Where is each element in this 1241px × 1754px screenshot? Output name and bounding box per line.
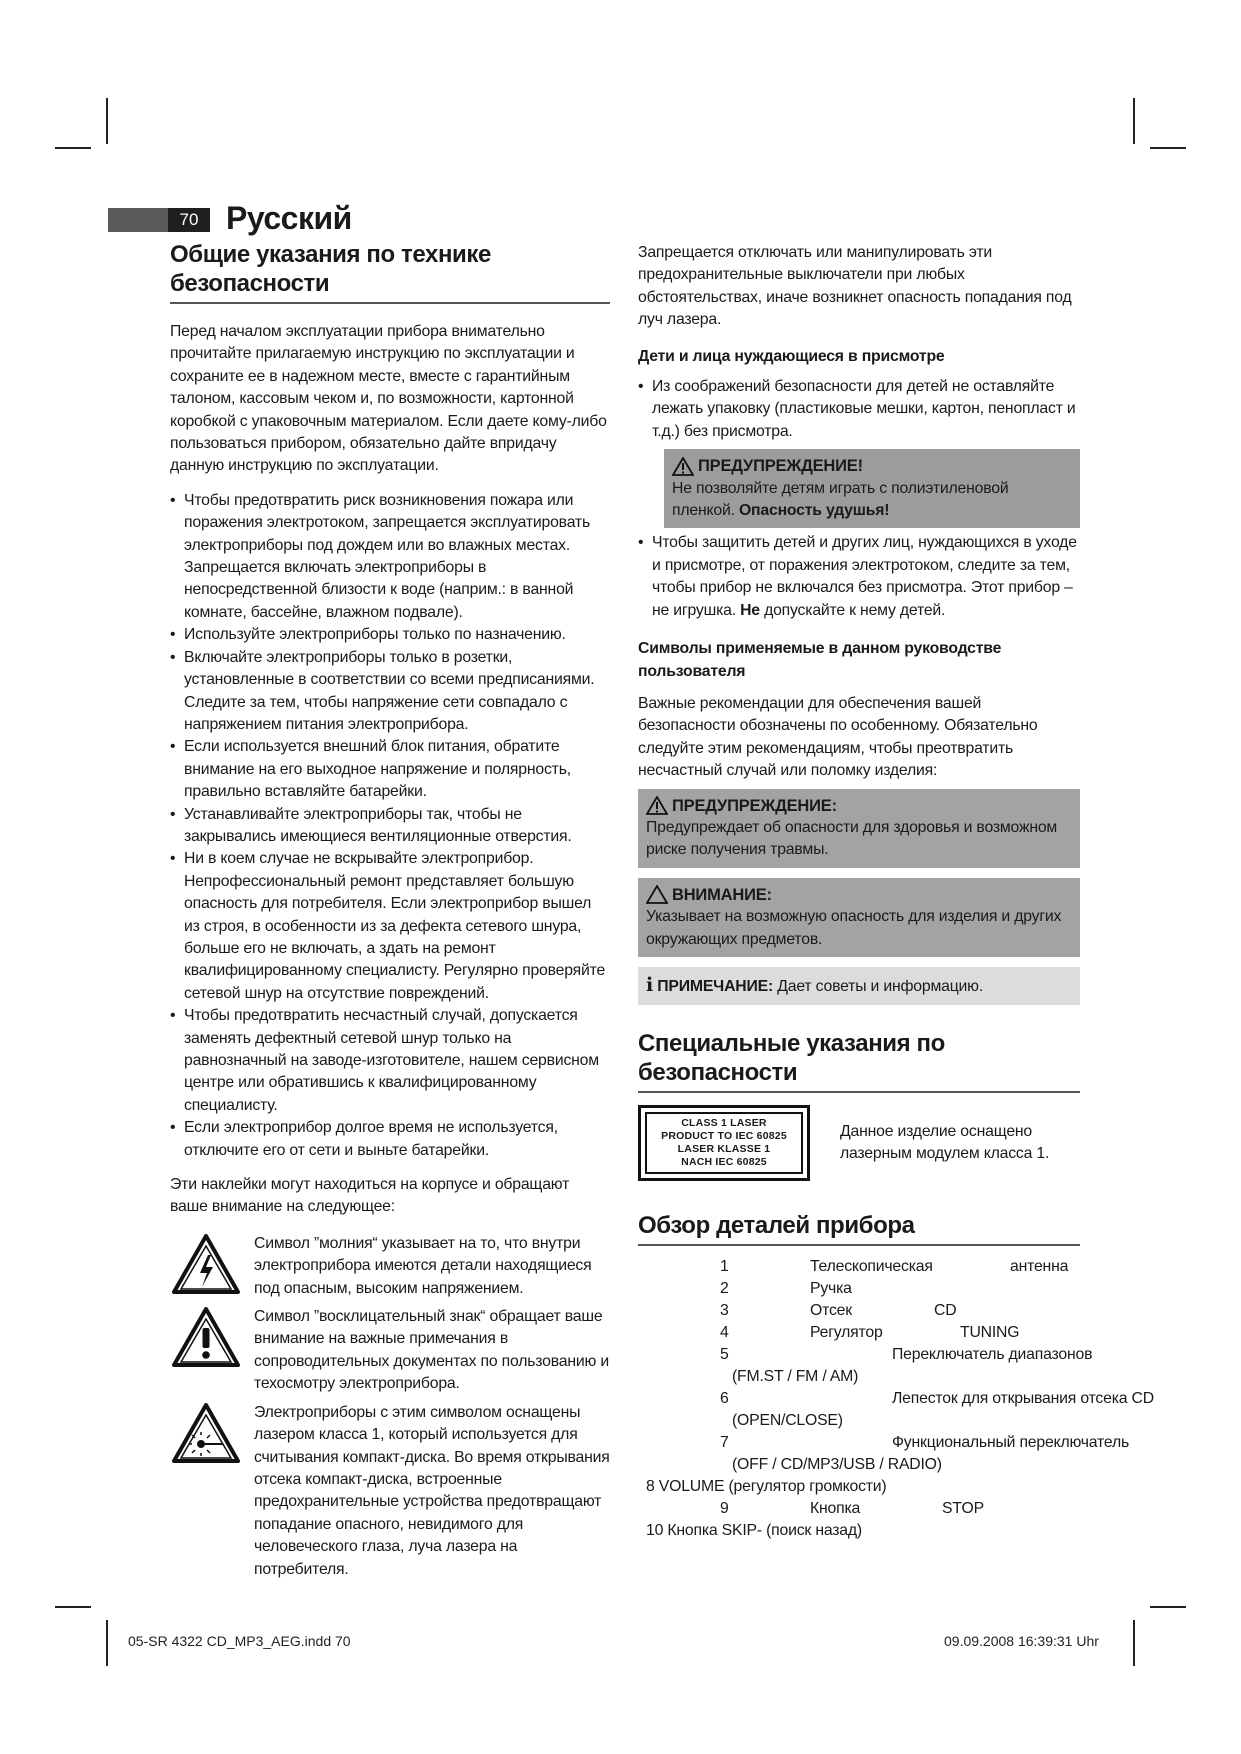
laser-label-line: PRODUCT TO IEC 60825: [661, 1130, 787, 1143]
warning-box: [664, 449, 1080, 528]
symbol-text: Электроприборы с этим символом оснащены лазером класса 1, который используется для считывания компакт-диска. Во время открывания отсека компакт-диска, встроенные предохранительные устройства предотвращают попадание опасного, невидимого для человеческого глаза, луча лазера на потребителя.: [254, 1403, 610, 1578]
crop-mark: [106, 1620, 108, 1666]
part-name: Лепесток для открывания отсека CD: [892, 1390, 1154, 1408]
warning-box-title: ПРЕДУПРЕЖДЕНИЕ!: [672, 455, 1072, 477]
general-safety-heading: Общие указания по технике безопасности: [170, 240, 610, 304]
list-item: • Включайте электроприборы только в розетки, установленные в соответствии со всеми предписаниями. Следите за тем, чтобы напряжение сети совпадало с напряжением питания электроприбора.: [170, 647, 610, 737]
laser-warning-icon: [170, 1402, 242, 1581]
left-column: [170, 240, 610, 1581]
children-heading: Дети и лица нуждающиеся в присмотре: [638, 347, 945, 365]
footer-timestamp: 09.09.2008 16:39:31 Uhr: [944, 1633, 1099, 1649]
crop-mark: [55, 1606, 91, 1608]
stickers-intro: Эти наклейки могут находиться на корпусе и обращают ваше внимание на следующее:: [170, 1176, 570, 1216]
warning-triangle-icon: [672, 457, 694, 476]
children-list-2: [638, 532, 1080, 622]
warning-box-text: Не позволяйте детям играть с полиэтиленовой пленкой. Опасность удушья!: [672, 479, 1009, 520]
list-item: • Если используется внешний блок питания, обратите внимание на его выходное напряжение и полярность, правильно вставляйте батарейки.: [170, 736, 610, 803]
note-legend-text: Дает советы и информацию.: [777, 977, 984, 995]
symbol-row: [170, 1402, 610, 1581]
intro-paragraph: Перед началом эксплуатации прибора внимательно прочитайте прилагаемую инструкцию по эксплуатации и сохраните ее в надежном месте, вместе с гарантийным талоном, кассовым чеком и, по возможности, картонной коробкой с упаковочным материалом. Если даете кому-либо пользоваться прибором, обязательно дайте впридачу данную инструкцию по эксплуатации.: [170, 323, 607, 475]
crop-mark: [1133, 1620, 1135, 1666]
part-name: CD: [934, 1302, 957, 1320]
list-item: • Из соображений безопасности для детей не оставляйте лежать упаковку (пластиковые мешки, картон, пенопласт и т.д.) без присмотра.: [638, 376, 1080, 443]
warning-triangle-icon: [646, 796, 668, 815]
note-legend-box: [638, 967, 1080, 1005]
special-safety-heading: Специальные указания по безопасности: [638, 1029, 1080, 1093]
crop-mark: [106, 98, 108, 144]
list-item: • Чтобы защитить детей и других лиц, нуждающихся в уходе и присмотре, от поражения электротоком, следите за тем, чтобы прибор не включался без присмотра. Этот прибор – не игрушка. Не допускайте к нему детей.: [638, 532, 1080, 622]
page-title: Русский: [226, 200, 352, 236]
info-icon: i: [646, 973, 654, 996]
part-name: Регулятор: [810, 1324, 883, 1342]
crop-mark: [1150, 147, 1186, 149]
symbols-intro: Важные рекомендации для обеспечения вашей безопасности обозначены по особенному. Обязательно следуйте этим рекомендациям, чтобы преотвратить несчастный случай или поломку изделия:: [638, 694, 1038, 780]
warning-legend-title: ПРЕДУПРЕЖДЕНИЕ:: [646, 795, 1072, 817]
symbol-row: [170, 1233, 610, 1300]
part-name: (FM.ST / FM / AM): [732, 1368, 859, 1386]
part-number: 1: [720, 1258, 729, 1276]
part-name: Переключатель диапазонов: [892, 1346, 1093, 1364]
laser-label-line: CLASS 1 LASER: [681, 1117, 767, 1130]
caution-triangle-icon: [646, 885, 668, 904]
caution-legend-title: ВНИМАНИЕ:: [646, 884, 1072, 906]
page-number: 70: [168, 208, 210, 232]
parts-list: [638, 1256, 1154, 1540]
part-name: Ручка: [810, 1280, 852, 1298]
list-item: • Чтобы предотвратить несчастный случай, допускается заменять дефектный сетевой шнур только на равнозначный на заводе-изготовителе, нашем сервисном центре или обратившись к квалифицированному специалисту.: [170, 1005, 610, 1117]
lightning-warning-icon: [170, 1233, 242, 1300]
note-legend-title: ПРИМЕЧАНИЕ:: [657, 977, 774, 995]
part-number: 3: [720, 1302, 729, 1320]
list-item: • Устанавливайте электроприборы так, чтобы не закрывались имеющиеся вентиляционные отверстия.: [170, 804, 610, 849]
symbol-text: Символ ”молния“ указывает на то, что внутри электроприбора имеются детали находящиеся под опасным, высоким напряжением.: [254, 1234, 592, 1297]
part-name: STOP: [942, 1500, 984, 1518]
crop-mark: [1133, 98, 1135, 144]
part-number: 9: [720, 1500, 729, 1518]
part-line: 8 VOLUME (регулятор громкости): [646, 1478, 887, 1496]
part-name: (OPEN/CLOSE): [732, 1412, 843, 1430]
footer-file-info: 05-SR 4322 CD_MP3_AEG.indd 70: [128, 1633, 351, 1649]
part-number: 7: [720, 1434, 729, 1452]
part-number: 2: [720, 1280, 729, 1298]
list-item: • Ни в коем случае не вскрывайте электроприбор. Непрофессиональный ремонт представляет большую опасность для потребителя. Если электроприбор вышел из строя, в особенности из за дефекта сетевого шнура, больше его не включать, а здать на ремонт квалифицированному специалисту. Регулярно проверяйте сетевой шнур на отсутствие повреждений.: [170, 848, 610, 1005]
caution-legend-box: [638, 878, 1080, 957]
part-name: антенна: [1010, 1258, 1069, 1276]
laser-label-line: LASER KLASSE 1: [677, 1143, 771, 1156]
symbols-heading: Символы применяемые в данном руководстве пользователя: [638, 640, 1002, 680]
part-number: 4: [720, 1324, 729, 1342]
children-list: [638, 376, 1080, 443]
list-item: • Чтобы предотвратить риск возникновения пожара или поражения электротоком, запрещается эксплуатировать электроприборы под дождем или во влажных местах. Запрещается включать электроприборы в непосредственной близости к воде (наприм.: в ванной комнате, бассейне, влажном подвале).: [170, 490, 610, 624]
part-line: 10 Кнопка SKIP- (поиск назад): [646, 1522, 862, 1540]
symbol-row: [170, 1306, 610, 1396]
part-name: (OFF / CD/MP3/USB / RADIO): [732, 1456, 942, 1474]
part-name: Кнопка: [810, 1500, 861, 1518]
crop-mark: [55, 147, 91, 149]
part-name: Телескопическая: [810, 1258, 933, 1276]
right-column: [638, 242, 1154, 1540]
safety-list: [170, 490, 610, 1162]
part-number: 5: [720, 1346, 729, 1364]
crop-mark: [1150, 1606, 1186, 1608]
exclamation-warning-icon: [170, 1306, 242, 1396]
laser-description: Данное изделие оснащено лазерным модулем класса 1.: [840, 1122, 1050, 1163]
part-name: Отсек: [810, 1302, 852, 1320]
part-number: 6: [720, 1390, 729, 1408]
caution-legend-text: Указывает на возможную опасность для изделия и других окружающих предметов.: [646, 908, 1062, 948]
list-item: • Если электроприбор долгое время не используется, отключите его от сети и выньте батарейки.: [170, 1117, 610, 1162]
laser-label-line: NACH IEC 60825: [681, 1156, 767, 1169]
warning-legend-text: Предупреждает об опасности для здоровья и возможном риске получения травмы.: [646, 818, 1058, 859]
part-name: TUNING: [960, 1324, 1020, 1342]
laser-row: [638, 1105, 1080, 1181]
warning-legend-box: [638, 789, 1080, 868]
laser-class-label: [638, 1105, 810, 1181]
symbol-text: Символ ”восклицательный знак“ обращает ваше внимание на важные примечания в сопроводительных документах по пользованию и техосмотру электроприбора.: [254, 1308, 609, 1393]
part-name: Функциональный переключатель: [892, 1434, 1129, 1452]
overview-heading: Обзор деталей прибора: [638, 1211, 1080, 1246]
laser-paragraph: Запрещается отключать или манипулировать эти предохранительные выключатели при любых обстоятельствах, иначе возникнет опасность попадания под луч лазера.: [638, 244, 1072, 329]
list-item: • Используйте электроприборы только по назначению.: [170, 624, 610, 646]
